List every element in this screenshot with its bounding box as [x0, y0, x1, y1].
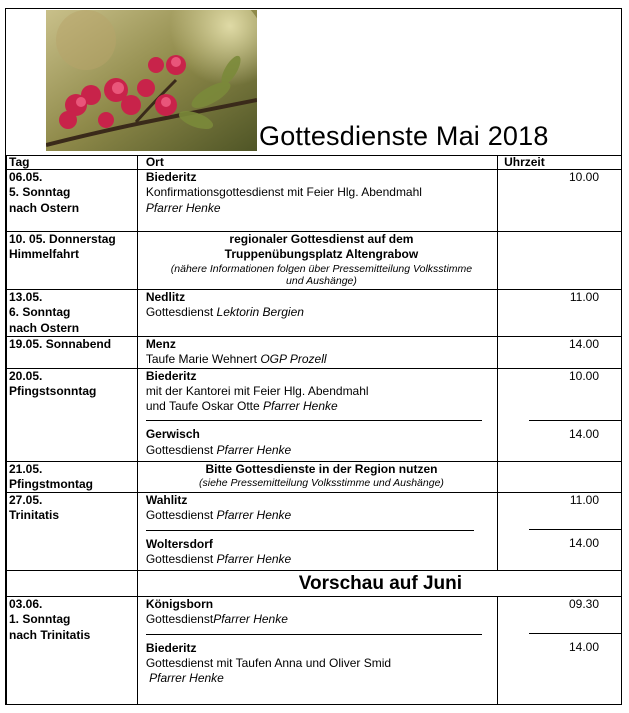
day-date: 27.05. — [9, 493, 43, 508]
table-row — [7, 597, 622, 705]
day-cell — [7, 232, 138, 290]
header-place: Ort — [137, 156, 497, 170]
day-name: nach Trinitatis — [9, 627, 91, 642]
pastor-name: OGP Prozell — [260, 352, 327, 367]
day-cell — [7, 337, 138, 369]
time-cell — [498, 232, 622, 290]
notice-line: Bitte Gottesdienste in der Region nutzen — [205, 461, 438, 476]
day-date: 13.05. — [9, 290, 43, 304]
service-description: Gottesdienst mit Taufen Anna und Oliver Smid — [145, 656, 392, 671]
time-cell — [498, 493, 622, 571]
service-description: Gottesdienst — [145, 305, 217, 320]
table-row — [7, 290, 622, 337]
notice-note: (nähere Informationen folgen über Pressemitteilung Volksstimme — [170, 262, 473, 275]
day-date: 06.05. — [9, 170, 43, 184]
separator-line — [146, 634, 482, 635]
day-cell — [7, 571, 138, 597]
time-value: 14.00 — [568, 426, 599, 441]
notice-line: Truppenübungsplatz Altengrabow — [224, 247, 419, 262]
day-cell — [7, 493, 138, 571]
service-description: Konfirmationsgottesdienst mit Feier Hlg. Abendmahl — [145, 185, 422, 200]
separator-line — [146, 420, 482, 421]
place-name: Königsborn — [145, 597, 214, 612]
header-time: Uhrzeit — [498, 156, 622, 170]
place-name: Wahlitz — [145, 493, 188, 508]
separator-line — [146, 530, 474, 531]
pastor-name: Pfarrer Henke — [216, 552, 292, 567]
day-date: 10. 05. Donnerstag — [9, 232, 116, 246]
day-date: 03.06. — [9, 597, 43, 612]
service-description: mit der Kantorei mit Feier Hlg. Abendmahl — [145, 383, 369, 398]
place-cell — [137, 170, 497, 232]
separator-line — [529, 633, 621, 634]
time-cell: 10.00 — [498, 170, 622, 232]
service-description: Gottesdienst — [145, 612, 214, 627]
notice-line: regionaler Gottesdienst auf dem — [229, 232, 414, 246]
service-description: Gottesdienst — [145, 552, 217, 567]
day-name: Pfingstsonntag — [9, 383, 97, 398]
time-cell: 11.00 — [498, 290, 622, 337]
header — [6, 9, 621, 155]
separator-line — [529, 420, 621, 421]
place-cell — [137, 368, 497, 461]
notice-note: und Aushänge) — [286, 275, 357, 288]
document-page — [5, 8, 622, 705]
place-name: Biederitz — [145, 170, 197, 184]
time-value: 14.00 — [568, 640, 599, 655]
pastor-name: Pfarrer Henke — [216, 442, 292, 457]
table-row — [7, 337, 622, 369]
day-name: 5. Sonntag — [9, 185, 71, 200]
time-value: 14.00 — [568, 536, 599, 551]
pastor-name: Pfarrer Henke — [263, 399, 338, 414]
place-name: Woltersdorf — [145, 536, 213, 551]
place-name: Gerwisch — [145, 427, 200, 442]
day-date: 19.05. Sonnabend — [9, 337, 112, 351]
time-value: 09.30 — [568, 597, 599, 612]
time-value: 11.00 — [569, 493, 599, 508]
header-day: Tag — [7, 156, 138, 170]
day-cell — [7, 368, 138, 461]
place-cell — [137, 232, 497, 290]
preview-heading: Vorschau auf Juni — [137, 571, 621, 597]
service-description: Gottesdienst — [145, 508, 217, 523]
day-name: nach Ostern — [9, 200, 80, 215]
place-cell — [137, 337, 497, 369]
place-name: Biederitz — [145, 640, 197, 655]
service-description: und Taufe Oskar Otte — [145, 399, 263, 414]
day-cell — [7, 597, 138, 705]
time-value: 10.00 — [568, 368, 599, 383]
day-name: Himmelfahrt — [9, 247, 80, 262]
day-name: Trinitatis — [9, 508, 60, 523]
table-row — [7, 232, 622, 290]
day-date: 20.05. — [9, 368, 43, 383]
day-cell — [7, 170, 138, 232]
place-name: Biederitz — [145, 368, 197, 383]
schedule-table — [6, 155, 622, 705]
day-name: 6. Sonntag — [9, 305, 71, 320]
notice-note: (siehe Pressemitteilung Volksstimme und Aushänge) — [198, 476, 444, 489]
table-row — [7, 170, 622, 232]
day-name: 1. Sonntag — [9, 612, 71, 627]
separator-line — [529, 529, 621, 530]
table-row — [7, 493, 622, 571]
place-name: Menz — [145, 337, 176, 351]
table-row — [7, 368, 622, 461]
day-date: 21.05. — [9, 461, 43, 476]
page-title: Gottesdienste Mai 2018 — [259, 121, 549, 151]
pastor-name: Pfarrer Henke — [145, 200, 221, 215]
service-description: Taufe Marie Wehnert — [145, 352, 261, 367]
time-cell — [498, 368, 622, 461]
day-cell — [7, 290, 138, 337]
place-cell — [137, 290, 497, 337]
place-name: Nedlitz — [145, 290, 186, 304]
pastor-name: Pfarrer Henke — [145, 671, 224, 686]
blossom-photo — [46, 10, 257, 151]
pastor-name: Pfarrer Henke — [216, 508, 292, 523]
table-row — [7, 461, 622, 493]
table-row — [7, 571, 622, 597]
day-name: nach Ostern — [9, 320, 80, 335]
place-cell — [137, 493, 497, 571]
pastor-name: Pfarrer Henke — [213, 612, 288, 627]
pastor-name: Lektorin Bergien — [216, 305, 304, 320]
time-cell — [498, 461, 622, 493]
time-cell — [498, 597, 622, 705]
place-cell — [137, 597, 497, 705]
table-header-row — [7, 156, 622, 170]
place-cell — [137, 461, 497, 493]
time-cell: 14.00 — [498, 337, 622, 369]
service-description: Gottesdienst — [145, 442, 217, 457]
day-name: Pfingstmontag — [9, 476, 93, 491]
day-cell — [7, 461, 138, 493]
